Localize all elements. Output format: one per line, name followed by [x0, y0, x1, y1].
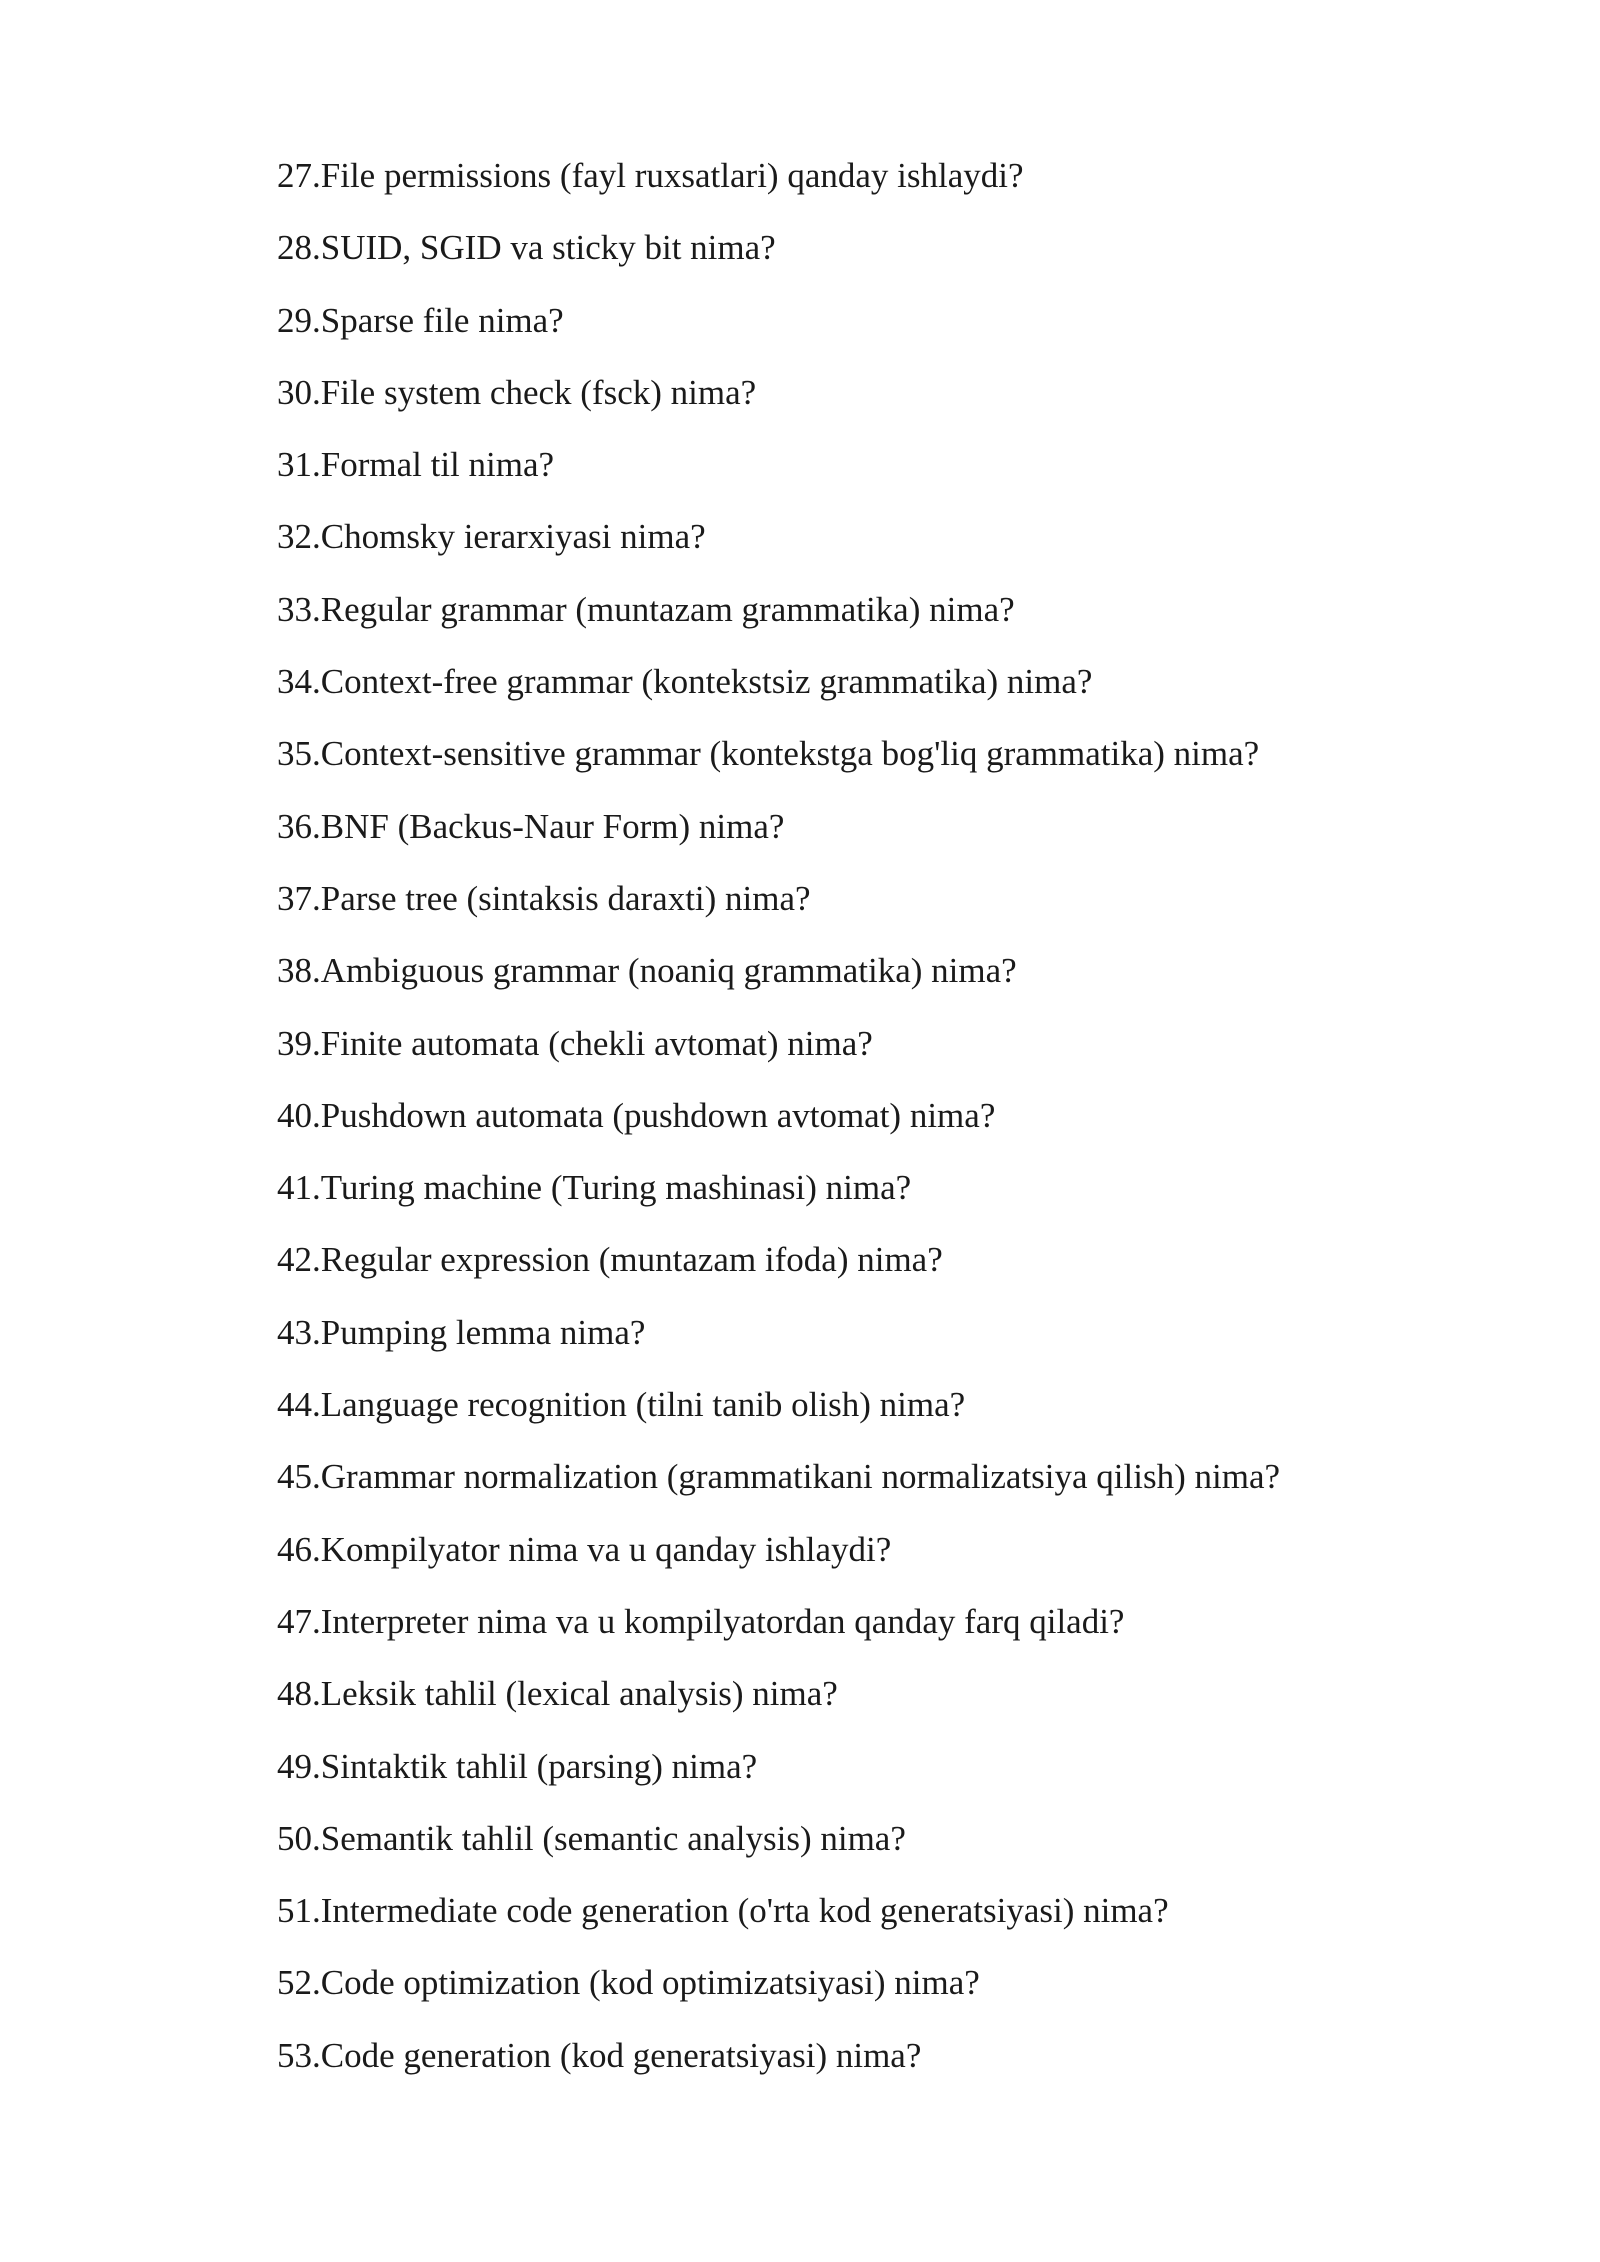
question-number: 33. — [277, 589, 321, 629]
question-text: Finite automata (chekli avtomat) nima? — [320, 1023, 873, 1063]
question-number: 51. — [277, 1891, 321, 1931]
question-text: Code generation (kod generatsiyasi) nima? — [320, 2035, 922, 2075]
question-item — [277, 2030, 1280, 2102]
question-text: Regular grammar (muntazam grammatika) nima? — [320, 589, 1015, 629]
question-item — [277, 1741, 1280, 1813]
question-item — [277, 1018, 1280, 1090]
question-number: 52. — [277, 1963, 321, 2003]
question-text: BNF (Backus-Naur Form) nima? — [320, 806, 785, 846]
question-number: 39. — [277, 1023, 321, 1063]
question-number: 43. — [277, 1312, 321, 1352]
question-number: 28. — [277, 228, 321, 268]
question-text: Chomsky ierarxiyasi nima? — [320, 517, 706, 557]
question-number: 32. — [277, 517, 321, 557]
question-item — [277, 439, 1280, 511]
question-text: Parse tree (sintaksis daraxti) nima? — [320, 878, 811, 918]
question-number: 50. — [277, 1818, 321, 1858]
question-text: Kompilyator nima va u qanday ishlaydi? — [320, 1529, 892, 1569]
question-text: Language recognition (tilni tanib olish) nima? — [320, 1385, 966, 1425]
question-item — [277, 1668, 1280, 1740]
question-item — [277, 1307, 1280, 1379]
question-number: 46. — [277, 1529, 321, 1569]
question-item — [277, 1813, 1280, 1885]
question-number: 31. — [277, 445, 321, 485]
question-number: 35. — [277, 734, 321, 774]
question-number: 37. — [277, 878, 321, 918]
question-number: 47. — [277, 1601, 321, 1641]
question-text: Leksik tahlil (lexical analysis) nima? — [320, 1674, 838, 1714]
question-item — [277, 511, 1280, 583]
question-number: 41. — [277, 1168, 321, 1208]
question-number: 44. — [277, 1385, 321, 1425]
question-number: 40. — [277, 1095, 321, 1135]
question-text: Sparse file nima? — [320, 300, 564, 340]
question-text: Grammar normalization (grammatikani normalizatsiya qilish) nima? — [320, 1457, 1281, 1497]
question-item — [277, 367, 1280, 439]
question-number: 27. — [277, 156, 321, 195]
question-item — [277, 1957, 1280, 2029]
question-text: Turing machine (Turing mashinasi) nima? — [320, 1168, 912, 1208]
question-number: 38. — [277, 951, 321, 991]
question-text: Context-free grammar (kontekstsiz grammatika) nima? — [320, 662, 1093, 702]
question-item — [277, 1451, 1280, 1523]
question-text: Semantik tahlil (semantic analysis) nima? — [320, 1818, 906, 1858]
question-text: Sintaktik tahlil (parsing) nima? — [320, 1746, 758, 1786]
question-item — [277, 728, 1280, 800]
question-number: 29. — [277, 300, 321, 340]
question-number: 34. — [277, 662, 321, 702]
question-item — [277, 873, 1280, 945]
question-item — [277, 1090, 1280, 1162]
question-text: Regular expression (muntazam ifoda) nima? — [320, 1240, 943, 1280]
question-item — [277, 1885, 1280, 1957]
question-number: 48. — [277, 1674, 321, 1714]
question-text: Context-sensitive grammar (kontekstga bog'liq grammatika) nima? — [320, 734, 1260, 774]
question-item — [277, 1524, 1280, 1596]
question-text: Ambiguous grammar (noaniq grammatika) nima? — [320, 951, 1017, 991]
question-item — [277, 222, 1280, 294]
question-text: File permissions (fayl ruxsatlari) qanday ishlaydi? — [320, 156, 1024, 195]
question-item — [277, 1162, 1280, 1234]
question-text: Pushdown automata (pushdown avtomat) nima? — [320, 1095, 996, 1135]
question-text: SUID, SGID va sticky bit nima? — [320, 228, 776, 268]
question-number: 30. — [277, 372, 321, 412]
question-item — [277, 1596, 1280, 1668]
question-text: File system check (fsck) nima? — [320, 372, 757, 412]
question-item — [277, 945, 1280, 1017]
question-item — [277, 584, 1280, 656]
question-item — [277, 1379, 1280, 1451]
question-text: Interpreter nima va u kompilyatordan qanday farq qiladi? — [320, 1601, 1125, 1641]
question-item — [277, 295, 1280, 367]
question-item — [277, 801, 1280, 873]
question-number: 49. — [277, 1746, 321, 1786]
question-item — [277, 1234, 1280, 1306]
question-item — [277, 150, 1280, 222]
question-item — [277, 656, 1280, 728]
question-number: 53. — [277, 2035, 321, 2075]
question-number: 36. — [277, 806, 321, 846]
question-list — [277, 150, 1280, 2102]
question-number: 42. — [277, 1240, 321, 1280]
question-text: Code optimization (kod optimizatsiyasi) nima? — [320, 1963, 980, 2003]
question-number: 45. — [277, 1457, 321, 1497]
question-text: Pumping lemma nima? — [320, 1312, 646, 1352]
question-text: Intermediate code generation (o'rta kod generatsiyasi) nima? — [320, 1891, 1169, 1931]
question-text: Formal til nima? — [320, 445, 555, 485]
